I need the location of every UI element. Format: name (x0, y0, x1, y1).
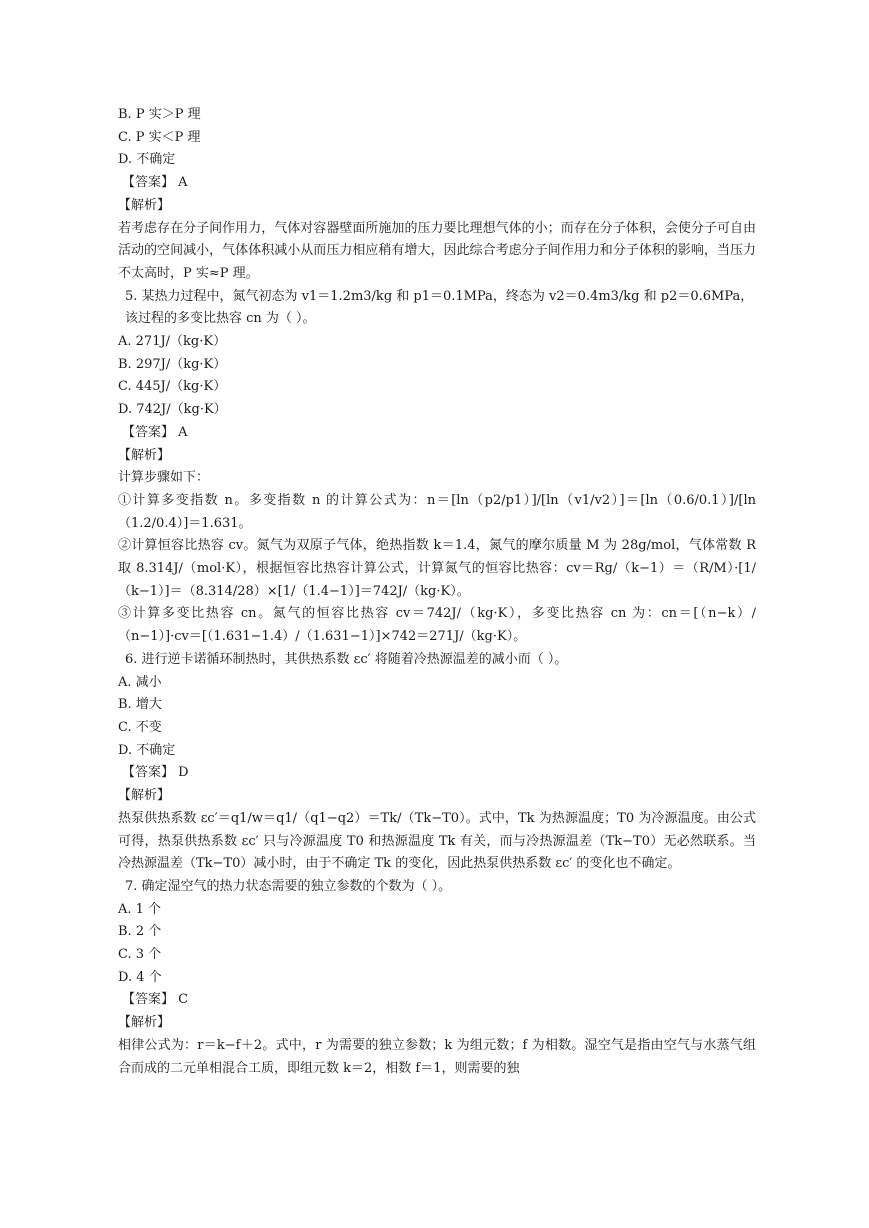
q6-option-d: D. 不确定 (118, 742, 176, 758)
q5-step-3: ③计算多变比热容 cn。氮气的恒容比热容 cv＝742J/（kg·K），多变比热容 cn 为：cn＝[（n−k）/（n−1）]·cv＝[（1.631−1.4）/（1.631−1）]×742＝271J/（kg·K）。 (118, 606, 756, 645)
q5-option-b: B. 297J/（kg·K） (118, 356, 227, 372)
q6-stem: 6. 进行逆卡诺循环制热时，其供热系数 εc′ 将随着冷热源温差的减小而（ ）。 (125, 651, 568, 667)
q5-answer: 【答案】 A (122, 424, 188, 440)
q5-stem: 5. 某热力过程中，氮气初态为 v1＝1.2m3/kg 和 p1＝0.1MPa，终态为 v2＝0.4m3/kg 和 p2＝0.6MPa，该过程的多变比热容 cn 为（ ）。 (125, 288, 754, 327)
q6-option-a: A. 减小 (118, 674, 162, 690)
q4-analysis: 若考虑存在分子间作用力，气体对容器壁面所施加的压力要比理想气体的小；而存在分子体积，会使分子可自由活动的空间减小，气体体积减小从而压力相应稍有增大，因此综合考虑分子间作用力和分子体积的影响，当压力不太高时，P 实≈P 理。 (118, 220, 756, 281)
q4-option-b: B. P 实＞P 理 (118, 107, 201, 122)
q5-option-a: A. 271J/（kg·K） (118, 334, 227, 350)
q7-analysis: 相律公式为：r＝k−f＋2。式中，r 为需要的独立参数；k 为组元数；f 为相数。湿空气是指由空气与水蒸气组合而成的二元单相混合工质，即组元数 k＝2，相数 f＝1，则需要的独 (118, 1037, 756, 1076)
q4-option-d: D. 不确定 (118, 152, 176, 168)
q7-stem: 7. 确定湿空气的热力状态需要的独立参数的个数为（ ）。 (125, 878, 452, 894)
q4-answer: 【答案】 A (122, 175, 188, 191)
q7-option-b: B. 2 个 (118, 924, 162, 940)
q6-option-b: B. 增大 (118, 697, 162, 713)
q7-answer: 【答案】 C (122, 992, 189, 1008)
q7-option-a: A. 1 个 (118, 901, 162, 917)
q5-step-2: ②计算恒容比热容 cv。氮气为双原子气体，绝热指数 k＝1.4，氮气的摩尔质量 M 为 28g/mol，气体常数 R 取 8.314J/（mol·K），根据恒容比热容计算公式，计算氮气的恒容比热容：cv＝Rg/（k−1）＝（R/M）·[1/（k−1）]＝（8.314/28）×[1/（1.4−1）]＝742J/（kg·K）。 (118, 538, 756, 599)
q6-analysis-label: 【解析】 (118, 788, 171, 804)
q5-option-d: D. 742J/（kg·K） (118, 402, 227, 418)
q7-option-c: C. 3 个 (118, 947, 162, 963)
q7-option-d: D. 4 个 (118, 969, 162, 985)
q5-option-c: C. 445J/（kg·K） (118, 379, 227, 395)
q4-option-c: C. P 实＜P 理 (118, 129, 201, 145)
q6-option-c: C. 不变 (118, 719, 162, 735)
q6-analysis: 热泵供热系数 εc′＝q1/w＝q1/（q1−q2）＝Tk/（Tk−T0）。式中，Tk 为热源温度；T0 为冷源温度。由公式可得，热泵供热系数 εc′ 只与冷源温度 T0 和热源温度 Tk 有关，而与冷热源温差（Tk−T0）无必然联系。当冷热源温差（Tk−T0）减小时，由于不确定 Tk 的变化，因此热泵供热系数 εc′ 的变化也不确定。 (118, 810, 756, 872)
q5-analysis-intro: 计算步骤如下： (118, 470, 210, 486)
q5-step-1: ①计算多变指数 n。多变指数 n 的计算公式为：n＝[ln（p2/p1）]/[ln（v1/v2）]＝[ln（0.6/0.1）]/[ln（1.2/0.4）]＝1.631。 (118, 492, 756, 531)
document-page (118, 104, 756, 1080)
q6-answer: 【答案】 D (122, 765, 189, 781)
q4-analysis-label: 【解析】 (118, 197, 171, 213)
q5-analysis-label: 【解析】 (118, 447, 171, 463)
q7-analysis-label: 【解析】 (118, 1015, 171, 1031)
